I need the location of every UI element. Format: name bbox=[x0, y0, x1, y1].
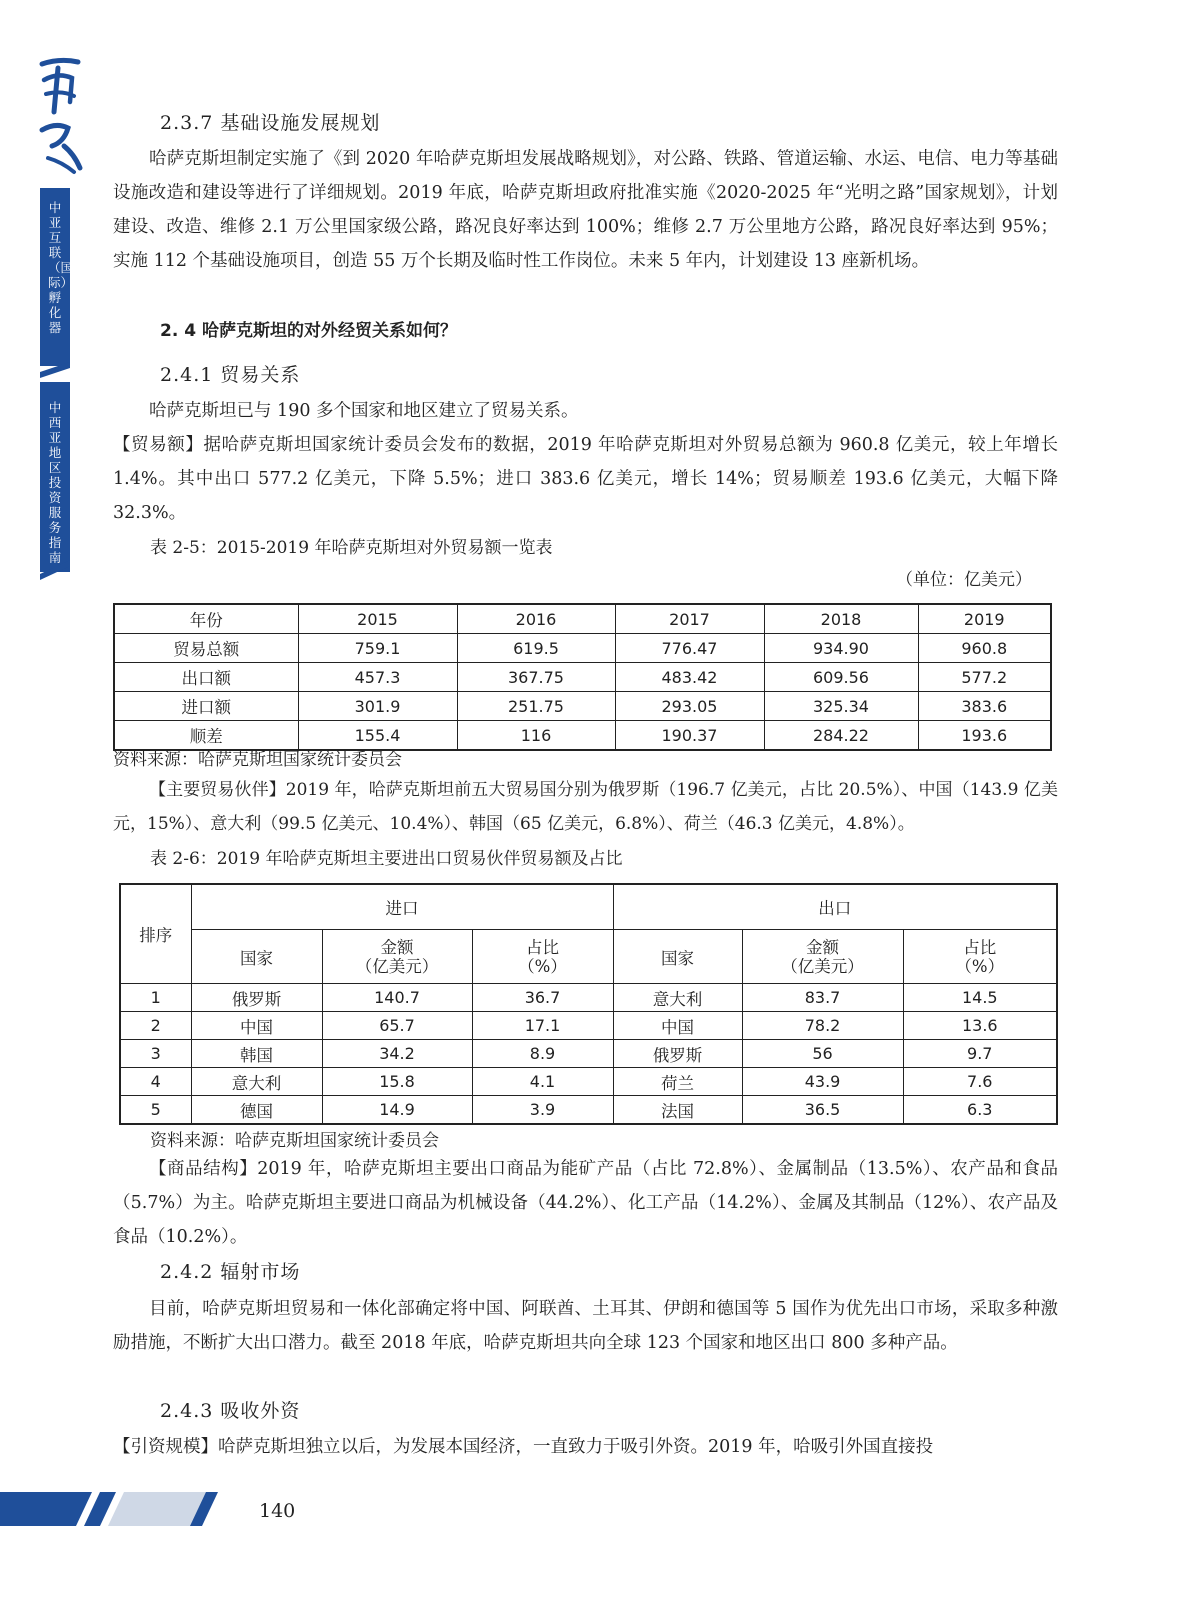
table-row bbox=[120, 984, 1057, 1012]
table-header-cell: 2015 bbox=[298, 604, 457, 634]
table-cell: 367.75 bbox=[457, 663, 615, 692]
section-heading-237: 2.3.7 基础设施发展规划 bbox=[160, 112, 381, 134]
amount-cell: 78.2 bbox=[742, 1012, 903, 1040]
amount-header-line2: （亿美元） bbox=[781, 956, 864, 976]
row-label: 进口额 bbox=[114, 692, 298, 721]
table-cell: 293.05 bbox=[615, 692, 764, 721]
amount-cell: 15.8 bbox=[322, 1068, 472, 1096]
table-row bbox=[114, 634, 1051, 663]
share-cell: 14.5 bbox=[903, 984, 1057, 1012]
share-header-line2: （%） bbox=[518, 956, 567, 976]
table-row bbox=[120, 1012, 1057, 1040]
amount-cell: 65.7 bbox=[322, 1012, 472, 1040]
table-header-cell: 2019 bbox=[918, 604, 1051, 634]
table-cell: 155.4 bbox=[298, 721, 457, 751]
table-row bbox=[120, 1040, 1057, 1068]
amount-header-line1: 金额 bbox=[380, 937, 414, 957]
table-header-row bbox=[114, 604, 1051, 634]
table-cell: 483.42 bbox=[615, 663, 764, 692]
trade-table bbox=[113, 603, 1052, 751]
country-cell: 法国 bbox=[613, 1096, 742, 1125]
table-cell: 190.37 bbox=[615, 721, 764, 751]
table2-caption: 表 2-6：2019 年哈萨克斯坦主要进出口贸易伙伴贸易额及占比 bbox=[150, 849, 623, 869]
country-cell: 德国 bbox=[191, 1096, 322, 1125]
table-header-cell: 2016 bbox=[457, 604, 615, 634]
rank-cell: 2 bbox=[120, 1012, 191, 1040]
rank-cell: 1 bbox=[120, 984, 191, 1012]
table-header-cell: 2018 bbox=[764, 604, 918, 634]
table-row bbox=[114, 663, 1051, 692]
table1-unit: （单位：亿美元） bbox=[896, 570, 1032, 590]
country-header: 国家 bbox=[191, 930, 322, 984]
country-cell: 韩国 bbox=[191, 1040, 322, 1068]
band-bottom-text: 中西亚地区投资服务指南 bbox=[48, 400, 62, 565]
country-cell: 意大利 bbox=[613, 984, 742, 1012]
table2-source: 资料来源：哈萨克斯坦国家统计委员会 bbox=[150, 1131, 439, 1151]
table-header-cell: 2017 bbox=[615, 604, 764, 634]
paragraph-infrastructure: 哈萨克斯坦制定实施了《到 2020 年哈萨克斯坦发展战略规划》，对公路、铁路、管道运输、水运、电信、电力等基础设施改造和建设等进行了详细规划。2019 年底，哈萨克斯坦政府批准实施《2020-2025 年“光明之路”国家规划》，计划建设、改造、维修 2.1 万公里国家级公路，路况良好率达到 100%；维修 2.7 万公里地方公路，路况良好率达到 95%；实施 112 个基础设施项目，创造 55 万个长期及临时性工作岗位。未来 5 年内，计划建设 13 座新机场。 bbox=[113, 149, 1058, 271]
table-subheader-row bbox=[120, 930, 1057, 984]
rank-header: 排序 bbox=[120, 884, 191, 984]
table-header-row bbox=[120, 884, 1057, 930]
share-header-line2: （%） bbox=[955, 956, 1005, 976]
amount-header-line2: （亿美元） bbox=[355, 956, 439, 976]
share-cell: 17.1 bbox=[472, 1012, 613, 1040]
table-header-cell: 年份 bbox=[114, 604, 298, 634]
table-cell: 193.6 bbox=[918, 721, 1051, 751]
amount-cell: 83.7 bbox=[742, 984, 903, 1012]
section-heading-243: 2.4.3 吸收外资 bbox=[160, 1400, 301, 1422]
country-cell: 中国 bbox=[191, 1012, 322, 1040]
table-row bbox=[114, 692, 1051, 721]
amount-cell: 34.2 bbox=[322, 1040, 472, 1068]
paragraph-main-partners: 【主要贸易伙伴】2019 年，哈萨克斯坦前五大贸易国分别为俄罗斯（196.7 亿美元，占比 20.5%）、中国（143.9 亿美元，15%）、意大利（99.5 亿美元、10.4%）、韩国（65 亿美元，6.8%）、荷兰（46.3 亿美元，4.8%）。 bbox=[113, 780, 1058, 834]
country-cell: 俄罗斯 bbox=[191, 984, 322, 1012]
row-label: 出口额 bbox=[114, 663, 298, 692]
table-cell: 284.22 bbox=[764, 721, 918, 751]
country-cell: 中国 bbox=[613, 1012, 742, 1040]
amount-header-line1: 金额 bbox=[806, 937, 840, 957]
table-cell: 577.2 bbox=[918, 663, 1051, 692]
country-cell: 俄罗斯 bbox=[613, 1040, 742, 1068]
page-number: 140 bbox=[259, 1500, 296, 1522]
row-label: 顺差 bbox=[114, 721, 298, 751]
paragraph-fdi-scale: 【引资规模】哈萨克斯坦独立以后，为发展本国经济，一直致力于吸引外资。2019 年，哈吸引外国直接投 bbox=[113, 1437, 934, 1457]
country-header: 国家 bbox=[613, 930, 742, 984]
country-cell: 意大利 bbox=[191, 1068, 322, 1096]
table-cell: 934.90 bbox=[764, 634, 918, 663]
section-heading-241: 2.4.1 贸易关系 bbox=[160, 364, 301, 386]
share-cell: 13.6 bbox=[903, 1012, 1057, 1040]
band-top-text: 中亚互联（国际）孵化器 bbox=[48, 200, 74, 335]
table-cell: 457.3 bbox=[298, 663, 457, 692]
table-cell: 116 bbox=[457, 721, 615, 751]
section-heading-242: 2.4.2 辐射市场 bbox=[160, 1261, 301, 1283]
partners-table bbox=[119, 883, 1058, 1125]
amount-header bbox=[742, 930, 903, 984]
amount-cell: 56 bbox=[742, 1040, 903, 1068]
amount-cell: 36.5 bbox=[742, 1096, 903, 1125]
table-cell: 609.56 bbox=[764, 663, 918, 692]
share-header bbox=[472, 930, 613, 984]
amount-cell: 43.9 bbox=[742, 1068, 903, 1096]
table-cell: 960.8 bbox=[918, 634, 1051, 663]
share-header bbox=[903, 930, 1057, 984]
table1-caption: 表 2-5：2015-2019 年哈萨克斯坦对外贸易额一览表 bbox=[150, 538, 553, 558]
share-cell: 3.9 bbox=[472, 1096, 613, 1125]
amount-cell: 140.7 bbox=[322, 984, 472, 1012]
amount-header bbox=[322, 930, 472, 984]
paragraph-trade-partners-count: 哈萨克斯坦已与 190 多个国家和地区建立了贸易关系。 bbox=[149, 401, 579, 421]
import-header: 进口 bbox=[191, 884, 613, 930]
amount-cell: 14.9 bbox=[322, 1096, 472, 1125]
table-cell: 619.5 bbox=[457, 634, 615, 663]
table-cell: 776.47 bbox=[615, 634, 764, 663]
table-cell: 251.75 bbox=[457, 692, 615, 721]
share-cell: 9.7 bbox=[903, 1040, 1057, 1068]
belt-road-logo bbox=[34, 50, 90, 185]
rank-cell: 4 bbox=[120, 1068, 191, 1096]
table1-source: 资料来源：哈萨克斯坦国家统计委员会 bbox=[113, 750, 402, 770]
share-cell: 6.3 bbox=[903, 1096, 1057, 1125]
share-header-line1: 占比 bbox=[963, 937, 997, 957]
country-cell: 荷兰 bbox=[613, 1068, 742, 1096]
share-cell: 8.9 bbox=[472, 1040, 613, 1068]
rank-cell: 5 bbox=[120, 1096, 191, 1125]
section-heading-24: 2. 4 哈萨克斯坦的对外经贸关系如何？ bbox=[160, 321, 457, 341]
footer-stripes bbox=[0, 1490, 230, 1540]
table-cell: 383.6 bbox=[918, 692, 1051, 721]
share-cell: 7.6 bbox=[903, 1068, 1057, 1096]
share-cell: 4.1 bbox=[472, 1068, 613, 1096]
paragraph-radiating-markets: 目前，哈萨克斯坦贸易和一体化部确定将中国、阿联酋、土耳其、伊朗和德国等 5 国作为优先出口市场，采取多种激励措施，不断扩大出口潜力。截至 2018 年底，哈萨克斯坦共向全球 123 个国家和地区出口 800 多种产品。 bbox=[113, 1299, 1058, 1353]
share-header-line1: 占比 bbox=[526, 937, 559, 957]
table-cell: 759.1 bbox=[298, 634, 457, 663]
table-row bbox=[120, 1068, 1057, 1096]
paragraph-trade-volume: 【贸易额】据哈萨克斯坦国家统计委员会发布的数据，2019 年哈萨克斯坦对外贸易总额为 960.8 亿美元，较上年增长 1.4%。其中出口 577.2 亿美元，下降 5.5%；进口 383.6 亿美元，增长 14%；贸易顺差 193.6 亿美元，大幅下降 32.3%。 bbox=[113, 435, 1058, 523]
row-label: 贸易总额 bbox=[114, 634, 298, 663]
table-cell: 301.9 bbox=[298, 692, 457, 721]
rank-cell: 3 bbox=[120, 1040, 191, 1068]
share-cell: 36.7 bbox=[472, 984, 613, 1012]
table-cell: 325.34 bbox=[764, 692, 918, 721]
band-stripe bbox=[40, 560, 70, 582]
table-row bbox=[120, 1096, 1057, 1125]
export-header: 出口 bbox=[613, 884, 1057, 930]
paragraph-commodity-structure: 【商品结构】2019 年，哈萨克斯坦主要出口商品为能矿产品（占比 72.8%）、金属制品（13.5%）、农产品和食品（5.7%）为主。哈萨克斯坦主要进口商品为机械设备（44.2%）、化工产品（14.2%）、金属及其制品（12%）、农产品及食品（10.2%）。 bbox=[113, 1159, 1058, 1247]
